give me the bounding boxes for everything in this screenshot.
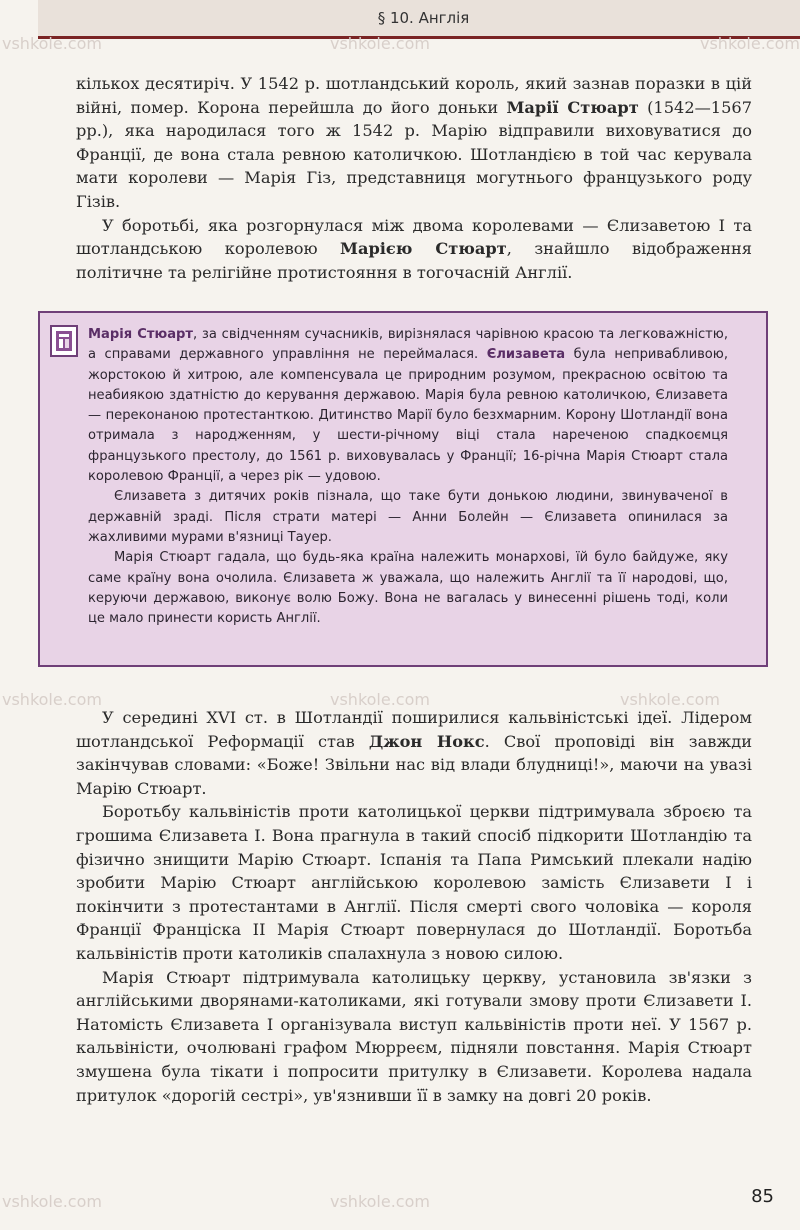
watermark: vshkole.com xyxy=(2,1192,102,1211)
watermark: vshkole.com xyxy=(330,34,430,53)
paragraph: У середині XVI ст. в Шотландії поширилися кальвіністські ідеї. Лідером шотландської Реформації став Джон Нокс. Свої проповіді він завжди закінчував словами: «Боже! Звільни нас від влади блудниці!», маючи на увазі Марію Стюарт. xyxy=(76,708,752,798)
section-title: § 10. Англія xyxy=(377,9,470,27)
bottom-text xyxy=(76,706,752,1107)
top-text xyxy=(76,72,752,284)
watermark: vshkole.com xyxy=(330,690,430,709)
watermark: vshkole.com xyxy=(700,34,800,53)
page-number: 85 xyxy=(751,1186,774,1207)
paragraph: кількох десятиріч. У 1542 р. шотландський король, який зазнав поразки в цій війні, помер. Корона перейшла до його доньки Марії Стюарт (1542—1567 рр.), яка народилася того ж 1542 р. Марію відправили виховуватися до Франції, де вона стала ревною католичкою. Шотландією в той час керувала мати королеви — Марія Гіз, представниця могутнього французького роду Гізів. xyxy=(76,74,753,211)
callout-paragraph: Марія Стюарт, за свідченням сучасників, вирізнялася чарівною красою та легковажністю, а справами державного управління не переймалася. Єлизавета була непривабливою, жорстокою й хитрою, але компенсувала це природним розумом, прекрасною освітою та неабиякою здатністю до керування державою. Марія була ревною католичкою, Єлизавета — переконаною протестанткою. Дитинство Марії було безхмарним. Корону Шотландії вона отримала з народженням, у шести-річному віці стала нареченою спадкоємця французького престолу, до 1561 р. виховувалась у Франції; 16-річна Марія Стюарт стала королевою Франції, а через рік — удовою. xyxy=(88,327,728,485)
watermark: vshkole.com xyxy=(620,690,720,709)
section-header xyxy=(38,0,800,39)
watermark: vshkole.com xyxy=(330,1192,430,1211)
callout-paragraph: Марія Стюарт гадала, що будь-яка країна належить монархові, їй було байдуже, яку саме країну вона очолила. Єлизавета ж уважала, що належить Англії та її народові, що, керуючи державою, виконує волю Божу. Вона не вагалась у винесенні рішень тоді, коли це мало принести користь Англії. xyxy=(88,550,728,627)
callout-text xyxy=(88,325,728,629)
paragraph: Марія Стюарт підтримувала католицьку церкву, установила зв'язки з англійськими дворянами-католиками, які готували змову проти Єлизавети І. Натомість Єлизавета І організувала виступ кальвіністів проти неї. У 1567 р. кальвіністи, очолювані графом Мюрреєм, підняли повстання. Марія Стюарт змушена була тікати і попросити притулку в Єлизавети. Королева надала притулок «дорогій сестрі», ув'язнивши її в замку на довгі 20 років. xyxy=(76,967,752,1105)
watermark: vshkole.com xyxy=(2,690,102,709)
info-callout xyxy=(38,311,768,667)
callout-paragraph: Єлизавета з дитячих років пізнала, що таке бути донькою людини, звинуваченої в державній зраді. Після страти матері — Анни Болейн — Єлизавета опинилася за жахливими мурами в'язниці Тауер. xyxy=(88,489,728,545)
watermark: vshkole.com xyxy=(2,34,102,53)
book-icon xyxy=(50,325,78,357)
paragraph: Боротьбу кальвіністів проти католицької церкви підтримувала зброєю та грошима Єлизавета І. Вона прагнула в такий спосіб підкорити Шотландію та фізично знищити Марію Стюарт. Іспанія та Папа Римський плекали надію зробити Марію Стюарт англійською королевою замість Єлизавети І і покінчити з протестантами в Англії. Після смерті свого чоловіка — короля Франції Франціска ІІ Марія Стюарт повернулася до Шотландії. Боротьба кальвіністів проти католиків спалахнула з новою силою. xyxy=(76,802,752,963)
paragraph: У боротьбі, яка розгорнулася між двома королевами — Єлизаветою І та шотландською королевою Марією Стюарт, знайшло відображення політичне та релігійне протистояння в тогочасній Англії. xyxy=(76,215,752,282)
